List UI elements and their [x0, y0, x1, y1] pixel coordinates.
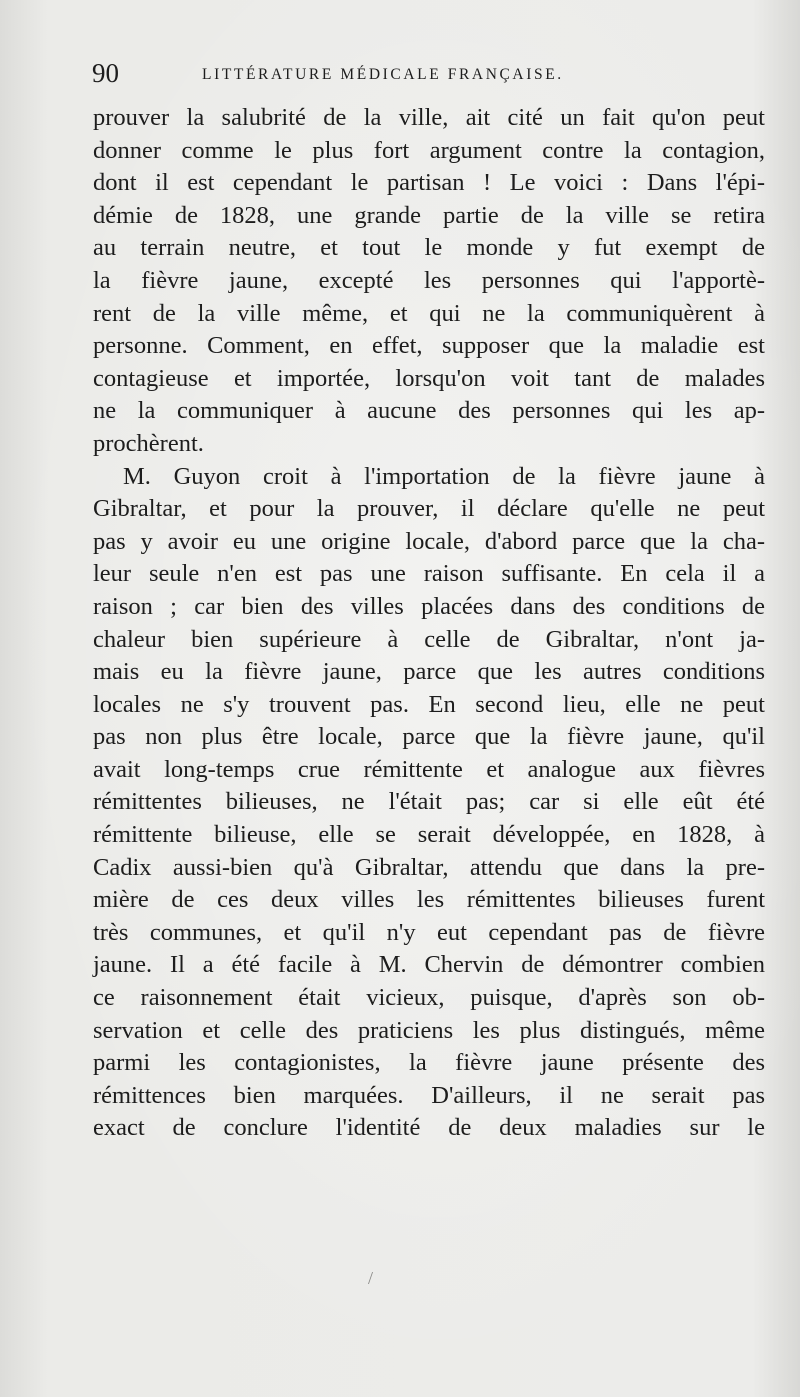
text-line: Cadix aussi-bien qu'à Gibraltar, attendu que dans la pre- [93, 853, 765, 881]
text-line: au terrain neutre, et tout le monde y fut exempt de [93, 234, 765, 262]
text-line: la fièvre jaune, excepté les personnes qui l'apportè- [93, 266, 765, 294]
body-text [93, 102, 765, 1145]
text-line: leur seule n'en est pas une raison suffisante. En cela il a [93, 560, 765, 588]
text-line: servation et celle des praticiens les plus distingués, même [93, 1016, 765, 1044]
text-line: mais eu la fièvre jaune, parce que les autres conditions [93, 658, 765, 686]
text-line: rémittentes bilieuses, ne l'était pas; car si elle eût été [93, 788, 765, 816]
text-line: locales ne s'y trouvent pas. En second lieu, elle ne peut [93, 690, 765, 718]
text-line: Gibraltar, et pour la prouver, il déclare qu'elle ne peut [93, 495, 765, 523]
text-line: démie de 1828, une grande partie de la ville se retira [93, 201, 765, 229]
page-header [92, 58, 772, 88]
text-line: ne la communiquer à aucune des personnes qui les ap- [93, 397, 765, 425]
text-line: rémittences bien marquées. D'ailleurs, il ne serait pas [93, 1081, 765, 1109]
text-line: avait long-temps crue rémittente et analogue aux fièvres [93, 755, 765, 783]
text-line: chaleur bien supérieure à celle de Gibraltar, n'ont ja- [93, 625, 765, 653]
text-line: mière de ces deux villes les rémittentes bilieuses furent [93, 886, 765, 914]
text-line: parmi les contagionistes, la fièvre jaune présente des [93, 1049, 765, 1077]
text-line: rent de la ville même, et qui ne la communiquèrent à [93, 299, 765, 327]
text-line: raison ; car bien des villes placées dans des conditions de [93, 592, 765, 620]
text-line: ce raisonnement était vicieux, puisque, d'après son ob- [93, 984, 765, 1012]
text-line: pas non plus être locale, parce que la fièvre jaune, qu'il [93, 723, 765, 751]
footer-mark: / [368, 1268, 374, 1288]
text-line: exact de conclure l'identité de deux maladies sur le [93, 1114, 765, 1142]
running-title: LITTÉRATURE MÉDICALE FRANÇAISE. [202, 66, 564, 83]
text-line: dont il est cependant le partisan ! Le voici : Dans l'épi- [93, 169, 765, 197]
text-line: pas y avoir eu une origine locale, d'abord parce que la cha- [93, 527, 765, 555]
text-line: jaune. Il a été facile à M. Chervin de démontrer combien [93, 951, 765, 979]
page-number: 90 [92, 58, 119, 88]
text-line: rémittente bilieuse, elle se serait développée, en 1828, à [93, 821, 765, 849]
text-line: prouver la salubrité de la ville, ait cité un fait qu'on peut [93, 104, 765, 131]
text-line: M. Guyon croit à l'importation de la fièvre jaune à [123, 462, 765, 490]
text-line: très communes, et qu'il n'y eut cependant pas de fièvre [93, 918, 765, 946]
text-line: contagieuse et importée, lorsqu'on voit tant de malades [93, 364, 765, 392]
text-line: personne. Comment, en effet, supposer que la maladie est [93, 332, 765, 360]
text-line: prochèrent. [93, 429, 204, 457]
text-line: donner comme le plus fort argument contre la contagion, [93, 136, 765, 164]
